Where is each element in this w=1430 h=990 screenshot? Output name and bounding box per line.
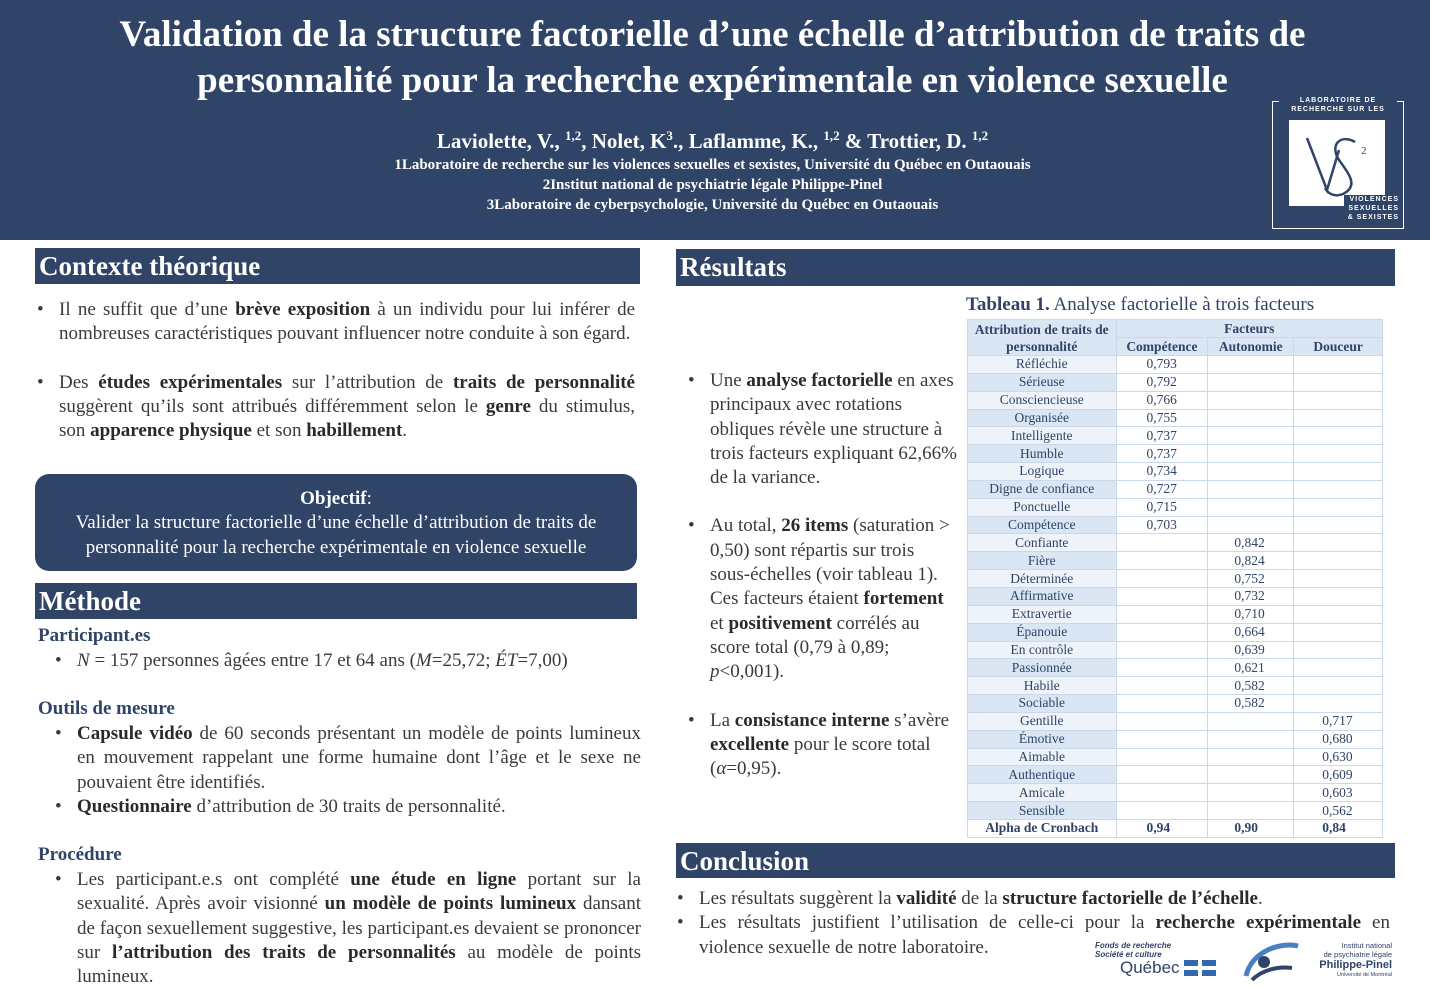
loading-cell: [1116, 659, 1208, 677]
trait-cell: Épanouie: [968, 623, 1117, 641]
outils-text: [55, 722, 641, 819]
loading-cell: [1116, 623, 1208, 641]
loading-cell: [1116, 677, 1208, 695]
loading-cell: [1208, 784, 1294, 802]
loading-cell: 0,792: [1116, 373, 1208, 391]
loading-cell: [1116, 570, 1208, 588]
loading-cell: [1208, 391, 1294, 409]
poster-header: [0, 0, 1430, 240]
loading-cell: 0,715: [1116, 498, 1208, 516]
table-row: [968, 516, 1383, 534]
trait-cell: Réfléchie: [968, 356, 1117, 374]
trait-cell: Gentille: [968, 712, 1117, 730]
authors: Laviolette, V., $^{1,2}$, Nolet, $K^3$., Laflamme, K., $^{1,2}$ & Trottier, D. $^{1,2}$: [436, 128, 989, 153]
section-methode-heading: Méthode: [35, 583, 637, 619]
loading-cell: 0,664: [1208, 623, 1294, 641]
trait-cell: Consciencieuse: [968, 391, 1117, 409]
lab-logo: [1272, 97, 1404, 229]
loading-cell: [1208, 712, 1294, 730]
loading-cell: [1294, 480, 1383, 498]
loading-cell: 0,717: [1294, 712, 1383, 730]
quebec-flag-icon: [1184, 960, 1216, 976]
loading-cell: [1208, 748, 1294, 766]
loading-cell: [1116, 766, 1208, 784]
table-row: [968, 498, 1383, 516]
table-row: [968, 641, 1383, 659]
loading-cell: 0,603: [1294, 784, 1383, 802]
trait-cell: Authentique: [968, 766, 1117, 784]
loading-cell: [1208, 409, 1294, 427]
loading-cell: [1294, 695, 1383, 713]
poster-title: [40, 12, 1385, 104]
loading-cell: [1208, 766, 1294, 784]
table-row: [968, 766, 1383, 784]
table-row: [968, 356, 1383, 374]
loading-cell: [1116, 552, 1208, 570]
table-header-douceur: Douceur: [1294, 338, 1383, 356]
trait-cell: Intelligente: [968, 427, 1117, 445]
conclusion-bullet-1: • Les résultats suggèrent la validité de la structure factorielle de l’échelle.: [677, 887, 1390, 911]
loading-cell: [1294, 427, 1383, 445]
loading-cell: [1294, 356, 1383, 374]
loading-cell: [1208, 480, 1294, 498]
resultats-bullet-2: • Au total, 26 items (saturation > 0,50) sont répartis sur trois sous-échelles (voir tableau 1). Ces facteurs étaient fortement et positivement corrélés au score total (0,79 à 0,89; p<0,001).: [688, 514, 958, 684]
loading-cell: [1294, 641, 1383, 659]
section-resultats-heading: Résultats: [676, 249, 1395, 286]
loading-cell: [1116, 802, 1208, 820]
loading-cell: [1208, 356, 1294, 374]
table-row: [968, 391, 1383, 409]
loading-cell: [1208, 498, 1294, 516]
logo-top-text: LABORATOIRE DE RECHERCHE SUR LES: [1279, 96, 1397, 114]
trait-cell: Aimable: [968, 748, 1117, 766]
table-row: [968, 659, 1383, 677]
contexte-bullet-2: • Des études expérimentales sur l’attribution de traits de personnalité suggèrent qu’ils sont attribués différemment selon le genre du stimulus, son apparence physique et son habillement.: [37, 371, 635, 444]
alpha-value: 0,84: [1294, 819, 1383, 837]
loading-cell: [1116, 695, 1208, 713]
table-row: [968, 587, 1383, 605]
loading-cell: 0,842: [1208, 534, 1294, 552]
contexte-text: [37, 298, 635, 443]
table-row: [968, 570, 1383, 588]
table-row: [968, 445, 1383, 463]
loading-cell: [1116, 605, 1208, 623]
objectif-box: [35, 474, 637, 571]
trait-cell: Affirmative: [968, 587, 1117, 605]
alpha-label: Alpha de Cronbach: [968, 819, 1117, 837]
trait-cell: Sociable: [968, 695, 1117, 713]
trait-cell: Émotive: [968, 730, 1117, 748]
participants-text: • N = 157 personnes âgées entre 17 et 64 ans (M=25,72; ÉT=7,00): [55, 649, 641, 673]
loading-cell: [1116, 641, 1208, 659]
participants-label: Participant.es: [38, 625, 151, 646]
table-row: [968, 677, 1383, 695]
loading-cell: [1116, 534, 1208, 552]
loading-cell: 0,793: [1116, 356, 1208, 374]
affiliation-1: 1Laboratoire de recherche sur les violences sexuelles et sexistes, Université du Québec en Outaouais: [394, 157, 1031, 173]
table-row: [968, 605, 1383, 623]
loading-cell: [1294, 409, 1383, 427]
alpha-value: 0,90: [1208, 819, 1294, 837]
loading-cell: [1294, 498, 1383, 516]
table-row: [968, 802, 1383, 820]
loading-cell: [1208, 445, 1294, 463]
trait-cell: En contrôle: [968, 641, 1117, 659]
loading-cell: 0,766: [1116, 391, 1208, 409]
table-header-autonomie: Autonomie: [1208, 338, 1294, 356]
loading-cell: [1294, 659, 1383, 677]
table-row: [968, 373, 1383, 391]
svg-text:2: 2: [1361, 145, 1367, 157]
loading-cell: [1294, 552, 1383, 570]
procedure-label: Procédure: [38, 844, 122, 865]
loading-cell: [1294, 570, 1383, 588]
loading-cell: [1294, 677, 1383, 695]
loading-cell: [1294, 534, 1383, 552]
table-row: [968, 534, 1383, 552]
table-row: [968, 784, 1383, 802]
table-row: [968, 730, 1383, 748]
table-row: [968, 623, 1383, 641]
loading-cell: 0,680: [1294, 730, 1383, 748]
pinel-logo: Institut national de psychiatrie légale Philippe-Pinel Université de Montréal: [1242, 940, 1392, 984]
trait-cell: Extravertie: [968, 605, 1117, 623]
affiliation-2: 2Institut national de psychiatrie légale Philippe-Pinel: [542, 177, 883, 193]
loading-cell: 0,710: [1208, 605, 1294, 623]
loading-cell: [1208, 802, 1294, 820]
logo-bottom-text: VIOLENCES SEXUELLES & SEXISTES: [1344, 195, 1399, 222]
loading-cell: [1208, 516, 1294, 534]
resultats-bullet-1: • Une analyse factorielle en axes principaux avec rotations obliques révèle une structure à trois facteurs expliquant 62,66% de la variance.: [688, 369, 958, 490]
loading-cell: [1116, 784, 1208, 802]
table-header-competence: Compétence: [1116, 338, 1208, 356]
loading-cell: 0,737: [1116, 445, 1208, 463]
loading-cell: [1208, 373, 1294, 391]
loading-cell: [1116, 712, 1208, 730]
table-row: [968, 480, 1383, 498]
trait-cell: Logique: [968, 463, 1117, 481]
loading-cell: 0,630: [1294, 748, 1383, 766]
factor-table: [967, 319, 1383, 838]
pinel-swoosh-icon: [1242, 940, 1302, 982]
trait-cell: Digne de confiance: [968, 480, 1117, 498]
table-row: [968, 409, 1383, 427]
conclusion-bullet-2: • Les résultats justifient l’utilisation de celle-ci pour la recherche expérimentale en violence sexuelle de notre laboratoire.: [677, 911, 1390, 960]
title-line-1: Validation de la structure factorielle d’une échelle d’attribution de traits de: [119, 14, 1306, 55]
vs-logo-icon: [1289, 120, 1385, 206]
trait-cell: Compétence: [968, 516, 1117, 534]
section-conclusion-heading: Conclusion: [676, 843, 1395, 878]
objectif-label: Objectif:: [300, 488, 372, 509]
loading-cell: [1294, 516, 1383, 534]
trait-cell: Sérieuse: [968, 373, 1117, 391]
loading-cell: [1294, 587, 1383, 605]
loading-cell: 0,755: [1116, 409, 1208, 427]
loading-cell: 0,621: [1208, 659, 1294, 677]
trait-cell: Déterminée: [968, 570, 1117, 588]
section-contexte-heading: Contexte théorique: [35, 248, 640, 284]
loading-cell: [1208, 427, 1294, 445]
trait-cell: Habile: [968, 677, 1117, 695]
loading-cell: 0,609: [1294, 766, 1383, 784]
affiliation-3: 3Laboratoire de cyberpsychologie, Université du Québec en Outaouais: [486, 197, 939, 213]
loading-cell: 0,727: [1116, 480, 1208, 498]
resultats-text: [688, 369, 958, 781]
trait-cell: Ponctuelle: [968, 498, 1117, 516]
table-row: [968, 427, 1383, 445]
contexte-bullet-1: • Il ne suffit que d’une brève exposition à un individu pour lui inférer de nombreuses caractéristiques pouvant influencer notre conduite à son égard.: [37, 298, 635, 347]
outils-label: Outils de mesure: [38, 698, 175, 719]
loading-cell: [1208, 730, 1294, 748]
loading-cell: 0,734: [1116, 463, 1208, 481]
table-header-traits: Attribution de traits de personnalité: [968, 320, 1117, 356]
loading-cell: 0,582: [1208, 695, 1294, 713]
table-row: [968, 712, 1383, 730]
trait-cell: Amicale: [968, 784, 1117, 802]
resultats-bullet-3: • La consistance interne s’avère excellente pour le score total (α=0,95).: [688, 709, 958, 782]
trait-cell: Organisée: [968, 409, 1117, 427]
table-row: [968, 748, 1383, 766]
trait-cell: Fière: [968, 552, 1117, 570]
trait-cell: Confiante: [968, 534, 1117, 552]
loading-cell: 0,752: [1208, 570, 1294, 588]
alpha-value: 0,94: [1116, 819, 1208, 837]
loading-cell: [1294, 445, 1383, 463]
outil-bullet-1: • Capsule vidéo de 60 seconds présentant un modèle de points lumineux en mouvement rappelant une forme humaine dont l’âge et le sexe ne pouvaient être identifiés.: [55, 722, 641, 795]
trait-cell: Passionnée: [968, 659, 1117, 677]
table-row: [968, 695, 1383, 713]
loading-cell: [1116, 748, 1208, 766]
loading-cell: 0,824: [1208, 552, 1294, 570]
loading-cell: [1208, 463, 1294, 481]
procedure-text: • Les participant.e.s ont complété une étude en ligne portant sur la sexualité. Après avoir visionné un modèle de points lumineux dansant de façon sexuellement suggestive, les participant.es devaient se prononcer sur l’attribution des traits de personnalités au modèle de points lumineux.: [55, 868, 641, 989]
loading-cell: [1294, 391, 1383, 409]
loading-cell: [1294, 373, 1383, 391]
objectif-text: Valider la structure factorielle d’une échelle d’attribution de traits de personnalité pour la recherche expérimentale en violence sexuelle: [75, 512, 597, 558]
frq-logo: Fonds de recherche Société et culture Québec: [1095, 941, 1225, 977]
alpha-row: [968, 819, 1383, 837]
table-row: [968, 463, 1383, 481]
loading-cell: 0,562: [1294, 802, 1383, 820]
loading-cell: 0,732: [1208, 587, 1294, 605]
loading-cell: 0,639: [1208, 641, 1294, 659]
table-row: [968, 552, 1383, 570]
loading-cell: [1294, 463, 1383, 481]
loading-cell: 0,737: [1116, 427, 1208, 445]
title-line-2: personnalité pour la recherche expérimentale en violence sexuelle: [197, 60, 1228, 101]
loading-cell: 0,582: [1208, 677, 1294, 695]
outil-bullet-2: • Questionnaire d’attribution de 30 traits de personnalité.: [55, 795, 641, 819]
table-header-facteurs: Facteurs: [1116, 320, 1382, 338]
loading-cell: [1294, 605, 1383, 623]
trait-cell: Humble: [968, 445, 1117, 463]
loading-cell: [1294, 623, 1383, 641]
loading-cell: [1116, 587, 1208, 605]
loading-cell: 0,703: [1116, 516, 1208, 534]
loading-cell: [1116, 730, 1208, 748]
table-title: Tableau 1. Analyse factorielle à trois facteurs: [966, 294, 1315, 315]
trait-cell: Sensible: [968, 802, 1117, 820]
